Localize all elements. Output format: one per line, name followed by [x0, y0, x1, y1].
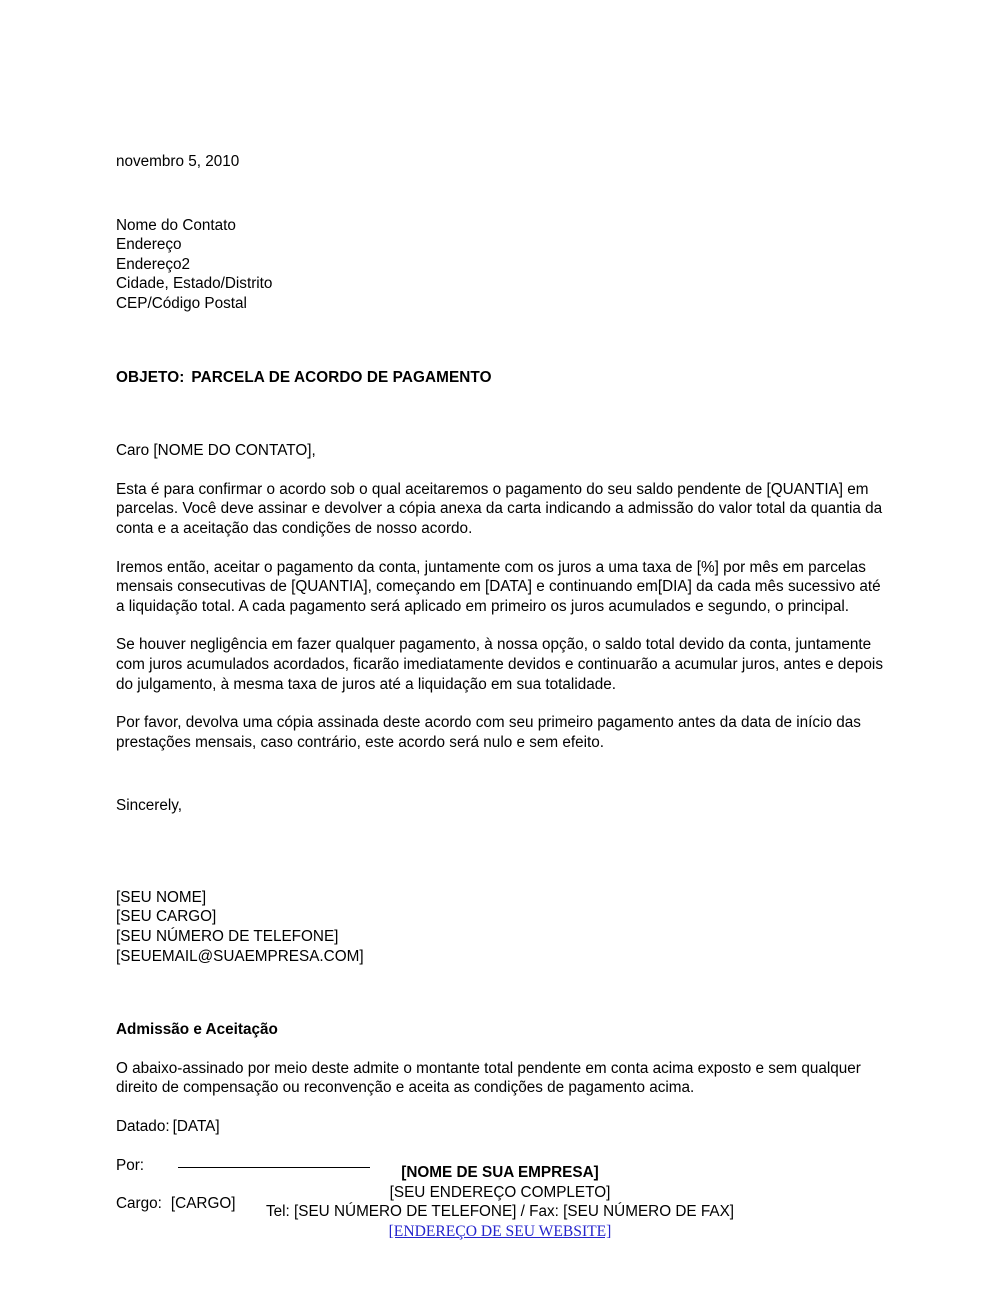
recipient-address-block: [116, 216, 888, 314]
sender-email: [SEUEMAIL@SUAEMPRESA.COM]: [116, 947, 364, 965]
spacer: [116, 860, 888, 888]
spacer: [116, 387, 888, 431]
subject-text: PARCELA DE ACORDO DE PAGAMENTO: [191, 368, 492, 386]
sender-signature-block: [116, 888, 888, 966]
spacer: [116, 358, 888, 368]
dated-label: Datado:: [116, 1118, 170, 1136]
spacer: [116, 1137, 888, 1156]
spacer: [116, 616, 888, 635]
spacer: [116, 816, 888, 860]
sender-phone: [SEU NÚMERO DE TELEFONE]: [116, 928, 339, 946]
sender-name: [SEU NOME]: [116, 888, 207, 906]
letter-body: [116, 152, 888, 1214]
signed-by-label: Por:: [116, 1156, 145, 1174]
spacer: [116, 694, 888, 713]
acceptance-heading: Admissão e Aceitação: [116, 1021, 278, 1039]
spacer: [116, 966, 888, 1010]
spacer: [116, 1040, 888, 1059]
body-paragraph-4: Por favor, devolva uma cópia assinada deste acordo com seu primeiro pagamento antes da data de início das prestações mensais, caso contrário, este acordo será nulo e sem efeito.: [116, 714, 861, 751]
letter-date: novembro 5, 2010: [116, 153, 240, 170]
title-value: [CARGO]: [170, 1195, 236, 1213]
title-label: Cargo:: [116, 1195, 162, 1213]
sender-title: [SEU CARGO]: [116, 908, 217, 926]
address-line-street: Endereço: [116, 236, 182, 254]
body-paragraph-2: Iremos então, aceitar o pagamento da conta, juntamente com os juros a uma taxa de [%] por mês em parcelas mensais consecutivas de [QUANTIA], começando em [DATA] e continuando em[DIA] da cada mês sucessivo até a liquidação total. A cada pagamento será aplicado em primeiro os juros acumulados e segundo, o principal.: [116, 558, 881, 615]
closing-line: Sincerely,: [116, 797, 183, 815]
spacer: [116, 172, 888, 216]
body-paragraph-1: Esta é para confirmar o acordo sob o qual aceitaremos o pagamento do seu saldo pendente de [QUANTIA] em parcelas. Você deve assinar e devolver a cópia anexa da carta indicando a admissão do valor total da quantia da conta e a aceitação das condições de nosso acordo.: [116, 480, 883, 537]
spacer: [116, 752, 888, 796]
salutation: Caro [NOME DO CONTATO],: [116, 442, 316, 460]
spacer: [116, 431, 888, 441]
dated-row: [116, 1117, 888, 1137]
acceptance-paragraph: O abaixo-assinado por meio deste admite o montante total pendente em conta acima exposto e sem qualquer direito de compensação ou reconvenção e aceita as condições de pagamento acima.: [116, 1059, 861, 1097]
address-line-postal-code: CEP/Código Postal: [116, 294, 247, 312]
spacer: [116, 314, 888, 358]
footer-company-name: [NOME DE SUA EMPRESA]: [401, 1164, 599, 1181]
footer-website-link[interactable]: [ENDEREÇO DE SEU WEBSITE]: [388, 1222, 612, 1240]
footer-address: [SEU ENDEREÇO COMPLETO]: [389, 1183, 611, 1201]
footer-contact: Tel: [SEU NÚMERO DE TELEFONE] / Fax: [SEU NÚMERO DE FAX]: [265, 1203, 735, 1221]
spacer: [116, 539, 888, 558]
spacer: [116, 1010, 888, 1020]
address-line-street2: Endereço2: [116, 255, 190, 273]
dated-value: [DATA]: [172, 1118, 220, 1136]
address-line-city-state: Cidade, Estado/Distrito: [116, 275, 273, 293]
subject-label: OBJETO:: [116, 368, 185, 386]
spacer: [116, 461, 888, 480]
address-line-name: Nome do Contato: [116, 216, 236, 234]
page-footer: [0, 1163, 1000, 1241]
spacer: [116, 1098, 888, 1117]
subject-line: [116, 368, 888, 388]
body-paragraph-3: Se houver negligência em fazer qualquer pagamento, à nossa opção, o saldo total devido da conta, juntamente com juros acumulados acordados, ficarão imediatamente devidos e continuarão a acumular juros, antes e depois do julgamento, à mesma taxa de juros até a liquidação em sua totalidade.: [116, 636, 883, 693]
